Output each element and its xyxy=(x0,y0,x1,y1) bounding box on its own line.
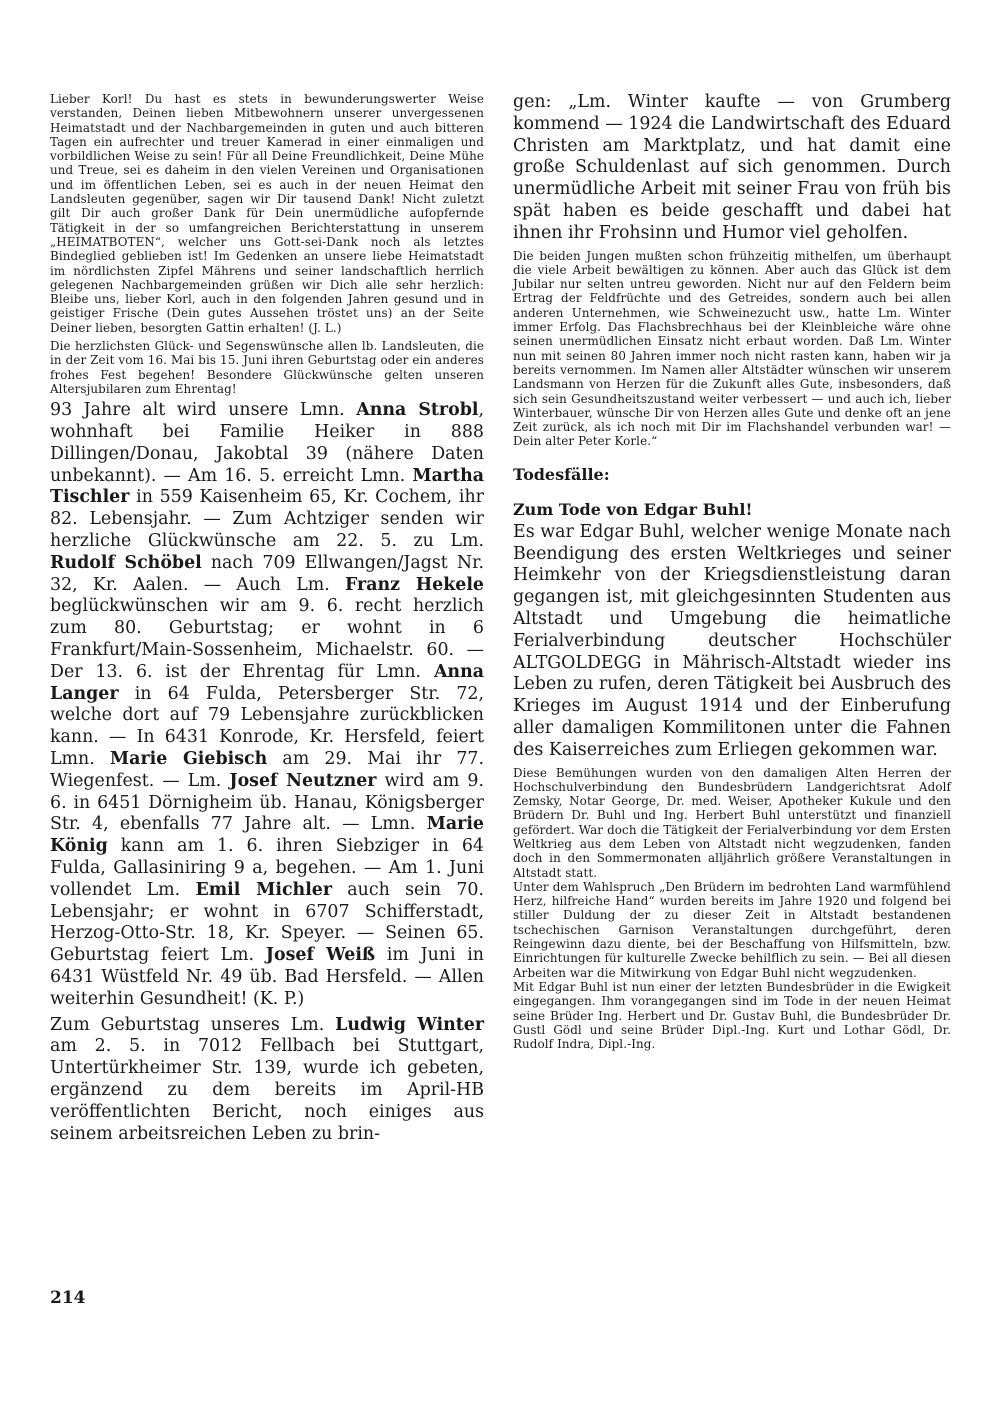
text-run: Zum Geburtstag unseres Lm. xyxy=(50,1014,336,1035)
person-name: Josef Weiß xyxy=(265,945,376,966)
person-name: Anna Strobl xyxy=(356,400,479,421)
person-name: Josef Neutzner xyxy=(229,770,377,791)
text-run: 93 Jahre alt wird unsere Lmn. xyxy=(50,400,357,421)
text-run: in 64 Fulda, Petersberger Str. 72, welche dort auf 79 Lebensjahre zurückblicken kann. — In 6431 Konrode, Kr. Hersfeld, feiert Lmn. xyxy=(50,683,484,769)
winter-continuation-paragraph: gen: „Lm. Winter kaufte — von Grumberg kommend — 1924 die Landwirtschaft des Eduard Christen am Marktplatz, und hat damit eine große Schuldenlast auf sich genommen. Durch unermüdliche Arbeit mit seiner Frau von früh bis spät haben es beide geschafft und dabei hat ihnen ihr Frohsinn und Humor viel geholfen. xyxy=(513,92,951,243)
birthday-letter-paragraph: Lieber Korl! Du hast es stets in bewunderungswerter Weise verstanden, Deinen lieben Mitbewohnern unserer unvergessenen Heimatstadt und der Nachbargemeinden in guten und auch bitteren Tagen ein aufrechter und treuer Kamerad in einer einmaligen und vorbildlichen Weise zu sein! Für all Deine Freundlichkeit, Deine Mühe und Treue, sei es daheim in den vielen Vereinen und Organisationen und im öffentlichen Leben, sei es auch in der neuen Heimat den Landsleuten gegenüber, sagen wir Dir tausend Dank! Nicht zuletzt gilt Dir auch großer Dank für Dein unermüdliche aufopfernde Tätigkeit in der so umfangreichen Berichterstattung in unserem „HEIMATBOTEN“, welcher uns Gott-sei-Dank noch als letztes Bindeglied geblieben ist! Im Gedenken an unsere liebe Heimatstadt im nördlichsten Zipfel Mährens und seiner landschaftlich herrlich gelegenen Nachbargemeinden grüßen wir Dich alle sehr herzlich: Bleibe uns, lieber Korl, auch in den folgenden Jahren gesund und in geistiger Frische (Dein gutes Aussehen tröstet uns) an der Seite Deiner lieben, besorgten Gattin erhalten! (J. L.) xyxy=(50,92,484,335)
obituary-paragraph: Diese Bemühungen wurden von den damaligen Alten Herren der Hochschulverbindung den Bundesbrüdern Landgerichtsrat Adolf Zemsky, Notar George, Dr. med. Weiser, Apotheker Kukule und den Brüdern Dr. Buhl und Ing. Herbert Buhl unterstützt und finanziell gefördert. War doch die Tätigkeit der Ferialverbindung vor dem Ersten Weltkrieg aus dem Leben von Altstadt nicht wegzudenken, fanden doch in den Sommermonaten alljährlich größere Veranstaltungen in Altstadt statt. xyxy=(513,765,951,880)
right-column xyxy=(513,92,951,1051)
winter-birthday-paragraph xyxy=(50,1015,484,1146)
winter-tribute-paragraph: Die beiden Jungen mußten schon frühzeitig mithelfen, um überhaupt die viele Arbeit bewältigen zu können. Aber auch das Glück ist dem Jubilar nur selten untreu geworden. Nicht nur auf den Feldern beim Ertrag der Feldfrüchte und des Getreides, sondern auch bei allen anderen Unternehmen, wie Schweinezucht usw., hatte Lm. Winter immer Erfolg. Das Flachsbrechhaus bei der Kleinbleiche wäre ohne seinen unermüdlichen Einsatz nicht erbaut worden. Daß Lm. Winter nun mit seinen 80 Jahren immer noch nicht rasten kann, haben wir ja bereits vernommen. Im Namen aller Altstädter wünschen wir unserem Landsmann von Herzen für die Zukunft alles Gute, insbesonders, daß sich sein Gesundheitszustand weiter verbessert — und auch ich, lieber Winterbauer, wünsche Dir von Herzen alles Gute und denke oft an jene Zeit zurück, als ich noch mit Dir im Flachshandel verbunden war! — Dein alter Peter Korle.“ xyxy=(513,248,951,449)
obituary-intro-paragraph: Es war Edgar Buhl, welcher wenige Monate nach Beendigung des ersten Weltkrieges und seiner Heimkehr von der Kriegsdienstleistung daran gegangen ist, mit gleichgesinnten Studenten aus Altstadt und Umgebung die heimatliche Ferialverbindung deutscher Hochschüler ALTGOLDEGG in Mährisch-Altstadt wieder ins Leben zu rufen, deren Tätigkeit bei Ausbruch des Krieges im August 1914 und der Einberufung aller damaligen Kommilitonen unter die Fahnen des Kaiserreiches zum Erliegen gekommen war. xyxy=(513,521,951,760)
person-name: Rudolf Schöbel xyxy=(50,552,202,573)
page-number: 214 xyxy=(50,1288,86,1308)
birthday-list-paragraph xyxy=(50,400,484,1010)
text-run: wird am 9. 6. in 6451 Dörnigheim üb. Hanau, Königsberger Str. 4, ebenfalls 77 Jahre alt. — Lmn. xyxy=(50,770,484,835)
obituary-heading: Zum Tode von Edgar Buhl! xyxy=(513,499,753,519)
text-run: am 2. 5. in 7012 Fellbach bei Stuttgart, Untertürkheimer Str. 139, wurde ich gebeten, ergänzend zu dem bereits im April-HB veröffentlichten Bericht, noch einiges aus seinem arbeitsreichen Leben zu brin- xyxy=(50,1036,484,1144)
person-name: Emil Michler xyxy=(195,879,333,900)
deaths-heading: Todesfälle: xyxy=(513,464,610,484)
person-name: Anna Langer xyxy=(50,661,484,704)
text-run: kann am 1. 6. ihren Siebziger in 64 Fulda, Gallasiniring 9 a, begehen. — Am 1. Juni vollendet Lm. xyxy=(50,836,484,900)
person-name: Ludwig Winter xyxy=(335,1014,484,1035)
person-name: Franz Hekele xyxy=(344,574,484,595)
person-name: Marie König xyxy=(50,814,484,857)
text-run: am 29. Mai ihr 77. Wiegenfest. — Lm. xyxy=(50,748,485,791)
obituary-paragraph: Unter dem Wahlspruch „Den Brüdern im bedrohten Land warmfühlend Herz, hilfreiche Hand“ wurden bereits im Jahre 1920 und folgend bei stiller Duldung der zu dieser Zeit in Altstadt bestandenen tschechischen Garnison Veranstaltungen durchgeführt, deren Reingewinn dazu diente, bei der Beschaffung von Hilfsmitteln, bzw. Einrichtungen für kulturelle Zwecke behilflich zu sein. — Bei all diesen Arbeiten war die Mitwirkung von Edgar Buhl nicht wegzudenken. xyxy=(513,879,951,980)
greetings-paragraph: Die herzlichsten Glück- und Segenswünsche allen lb. Landsleuten, die in der Zeit vom 16. Mai bis 15. Juni ihren Geburtstag oder ein anderes frohes Fest begehen! Besondere Glückwünsche gelten unseren Altersjubilaren zum Ehrentag! xyxy=(50,339,484,396)
person-name: Martha Tischler xyxy=(50,465,484,508)
text-run: nach 709 Ellwangen/Jagst Nr. 32, Kr. Aalen. — Auch Lm. xyxy=(50,552,484,595)
person-name: Marie Giebisch xyxy=(109,748,268,769)
text-run: auch sein 70. Lebensjahr; er wohnt in 6707 Schifferstadt, Herzog-Otto-Str. 18, Kr. Speyer. — Seinen 65. Geburtstag feiert Lm. xyxy=(50,879,484,966)
left-column xyxy=(50,92,484,1145)
text-run: , wohnhaft bei Familie Heiker in 888 Dillingen/Donau, Jakobtal 39 (nähere Daten unbekannt). — Am 16. 5. erreicht Lmn. xyxy=(50,400,484,486)
text-run: im Juni in 6431 Wüstfeld Nr. 49 üb. Bad Hersfeld. — Allen weiterhin Gesundheit! (K. P.) xyxy=(50,945,484,1009)
text-run: in 559 Kaisenheim 65, Kr. Cochem, ihr 82. Lebensjahr. — Zum Achtziger senden wir herzliche Glückwünsche am 22. 5. zu Lm. xyxy=(50,487,484,552)
obituary-paragraph: Mit Edgar Buhl ist nun einer der letzten Bundesbrüder in die Ewigkeit eingegangen. Ihm vorangegangen sind im Tode in der neuen Heimat seine Brüder Ing. Herbert und Dr. Gustav Buhl, die Bundesbrüder Dr. Gustl Gödl und seine Brüder Dipl.-Ing. Kurt und Lothar Gödl, Dr. Rudolf Indra, Dipl.-Ing. xyxy=(513,979,951,1052)
text-run: beglückwünschen wir am 9. 6. recht herzlich zum 80. Geburtstag; er wohnt in 6 Frankfurt/Main-Sossenheim, Michaelstr. 60. — Der 13. 6. ist der Ehrentag für Lmn. xyxy=(50,596,484,682)
